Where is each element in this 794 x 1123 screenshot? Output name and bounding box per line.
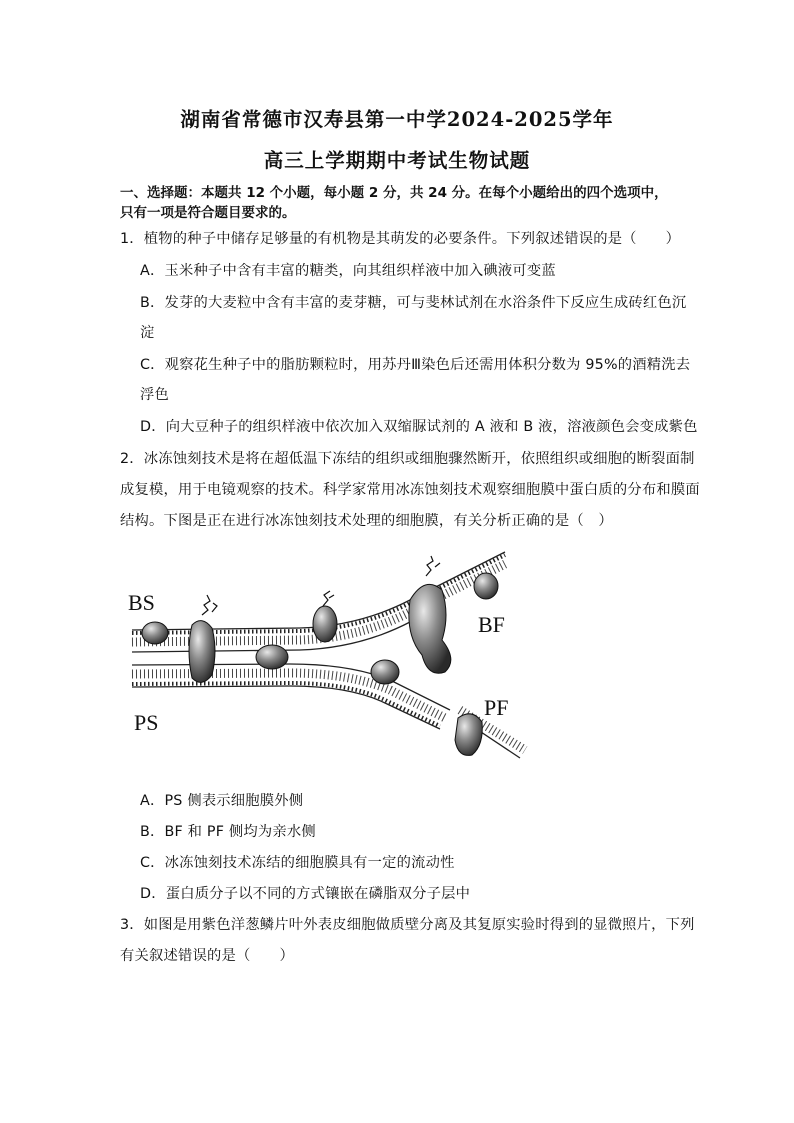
q2-option-c: C．冰冻蚀刻技术冻结的细胞膜具有一定的流动性	[140, 855, 455, 871]
q1-stem: 1．植物的种子中储存足够量的有机物是其萌发的必要条件。下列叙述错误的是（ ）	[120, 231, 681, 247]
q1-option-d: D．向大豆种子的组织样液中依次加入双缩脲试剂的 A 液和 B 液，溶液颜色会变成紫色	[140, 419, 698, 435]
q2-option-b: B．BF 和 PF 侧均为亲水侧	[140, 824, 316, 840]
protein-bs	[142, 622, 168, 644]
page-title-line1: 湖南省常德市汉寿县第一中学2024-2025学年	[180, 108, 614, 131]
label-bf: BF	[478, 612, 505, 637]
label-bs: BS	[128, 590, 155, 615]
label-ps: PS	[134, 710, 159, 735]
page-title-line2: 高三上学期期中考试生物试题	[263, 149, 531, 172]
q2-stem-line3: 结构。下图是正在进行冰冻蚀刻技术处理的细胞膜，有关分析正确的是（ ）	[120, 513, 613, 529]
q2-stem-line1: 2．冰冻蚀刻技术是将在超低温下冻结的组织或细胞骤然断开，依照组织或细胞的断裂面制	[120, 451, 695, 467]
q1-option-c: C．观察花生种子中的脂肪颗粒时，用苏丹Ⅲ染色后还需用体积分数为 95%的酒精洗去	[140, 357, 691, 373]
freeze-etch-membrane-figure	[120, 540, 540, 780]
q1-option-b: B．发芽的大麦粒中含有丰富的麦芽糖，可与斐林试剂在水浴条件下反应生成砖红色沉	[140, 295, 687, 311]
protein-bf-small	[474, 573, 498, 599]
label-pf: PF	[484, 695, 509, 720]
protein-pf	[455, 714, 482, 756]
q2-option-d: D．蛋白质分子以不同的方式镶嵌在磷脂双分子层中	[140, 886, 471, 902]
protein-inner-2	[371, 660, 399, 684]
q3-stem-line1: 3．如图是用紫色洋葱鳞片叶外表皮细胞做质壁分离及其复原实验时得到的显微照片，下列	[120, 917, 695, 933]
glycoprotein-chains	[202, 556, 440, 615]
membrane-proteins	[142, 573, 498, 755]
q1-option-b-cont: 淀	[140, 325, 155, 341]
protein-surface-2	[313, 606, 337, 642]
q2-stem-line2: 成复模，用于电镜观察的技术。科学家常用冰冻蚀刻技术观察细胞膜中蛋白质的分布和膜面	[120, 482, 700, 498]
protein-inner-1	[256, 645, 288, 669]
protein-transmembrane-1	[189, 621, 215, 683]
q1-option-c-cont: 浮色	[140, 387, 169, 403]
q3-stem-line2: 有关叙述错误的是（ ）	[120, 948, 294, 964]
section-heading-line1: 一、选择题：本题共 12 个小题，每小题 2 分，共 24 分。在每个小题给出的四个选项中，	[120, 185, 668, 201]
q2-option-a: A．PS 侧表示细胞膜外侧	[140, 793, 304, 809]
protein-large-bf	[409, 584, 451, 673]
section-heading-line2: 只有一项是符合题目要求的。	[120, 205, 296, 221]
q1-option-a: A．玉米种子中含有丰富的糖类，向其组织样液中加入碘液可变蓝	[140, 263, 556, 279]
